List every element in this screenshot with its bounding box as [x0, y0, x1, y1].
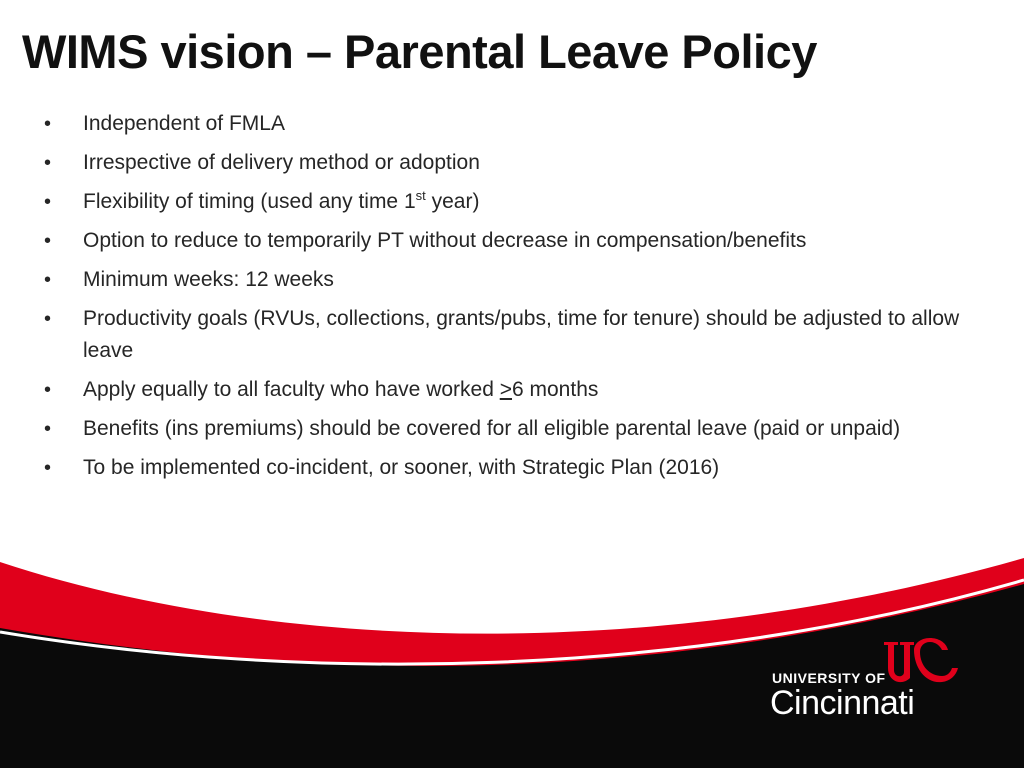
bullet-text: Benefits (ins premiums) should be covered for all eligible parental leave (paid or unpaid) [83, 417, 901, 440]
bullet-text: Minimum weeks: 12 weeks [83, 268, 334, 291]
uc-monogram-icon [880, 638, 960, 690]
bullet-text: Productivity goals (RVUs, collections, grants/pubs, time for tenure) should be adjusted to allow leave [83, 307, 960, 362]
bullet-item [44, 374, 994, 406]
bullet-text: To be implemented co-incident, or sooner, with Strategic Plan (2016) [83, 456, 720, 479]
bullet-dot: • [44, 269, 52, 291]
logo-cincinnati: Cincinnati [770, 684, 915, 722]
bullet-item [44, 452, 994, 484]
ordinal-suffix: st [415, 188, 426, 203]
bullet-text: Irrespective of delivery method or adoption [83, 151, 480, 174]
bullet-dot: • [44, 152, 52, 174]
bullet-text-start: Flexibility of timing (used any time 1 [83, 190, 416, 213]
bullet-dot: • [44, 113, 52, 135]
greater-than-symbol: > [499, 378, 512, 401]
bullet-dot: • [44, 418, 52, 440]
bullet-dot: • [44, 379, 52, 401]
bullet-item [44, 225, 994, 257]
bullet-dot: • [44, 457, 52, 479]
bullet-dot: • [44, 230, 52, 252]
bullet-text-end: 6 months [512, 378, 599, 401]
bullet-text-start: Apply equally to all faculty who have worked [83, 378, 500, 401]
bullet-item [44, 303, 994, 367]
bullet-dot: • [44, 308, 52, 330]
bullet-text: Option to reduce to temporarily PT without decrease in compensation/benefits [83, 229, 807, 252]
university-logo [770, 640, 970, 730]
slide-title: WIMS vision – Parental Leave Policy [22, 25, 817, 78]
bullet-item [44, 264, 994, 296]
bullet-item [44, 108, 994, 140]
logo-university-of: UNIVERSITY OF [772, 670, 886, 686]
bullet-text: Independent of FMLA [83, 112, 285, 135]
bullet-item [44, 413, 994, 445]
bullet-text-end: year) [425, 190, 480, 213]
bullet-item [44, 186, 994, 218]
bullet-dot: • [44, 191, 52, 213]
bullet-list [44, 108, 994, 491]
bullet-item [44, 147, 994, 179]
